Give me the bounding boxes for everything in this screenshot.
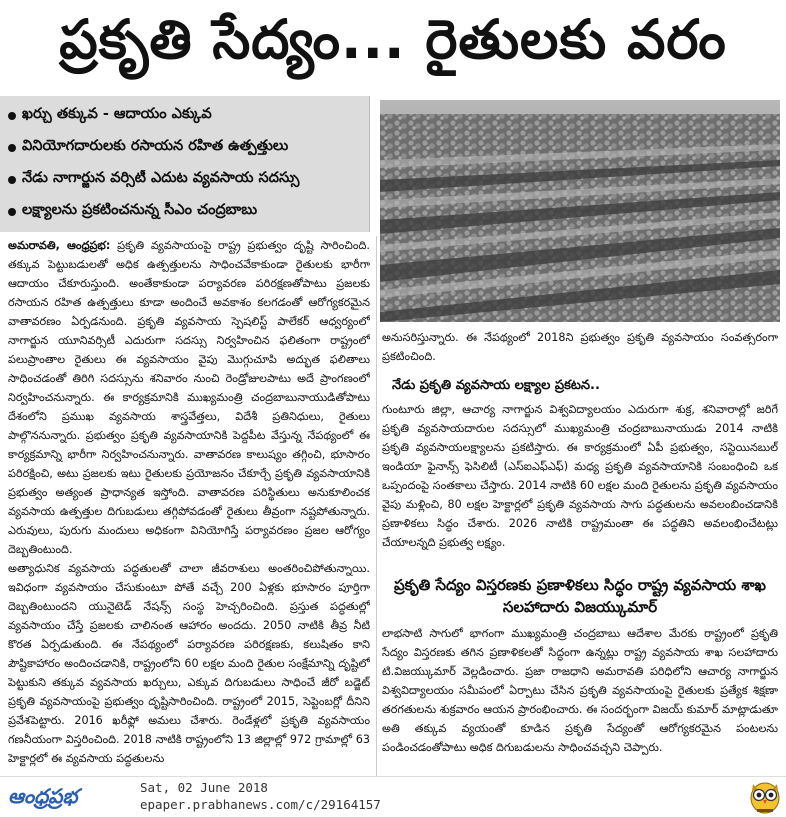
highlight-text: నేడు నాగార్జున వర్సిటీ ఎదుట వ్యవసాయ సదస్సు — [22, 170, 300, 186]
crop-field-image — [380, 100, 780, 322]
bullet-icon — [8, 176, 16, 184]
article-right-top: అనుసరిస్తున్నారు. ఈ నేపథ్యంలో 2018ని ప్రభుత్వం ప్రకృతి వ్యవసాయం సంవత్సరంగా ప్రకటించింది. — [382, 331, 778, 363]
epaper-url[interactable]: epaper.prabhanews.com/c/29164157 — [140, 797, 381, 812]
article-right-middle: గుంటూరు జిల్లా, ఆచార్య నాగార్జున విశ్వవిద్యాలయం ఎదురుగా శుక్ర, శనివారాల్లో జరిగే ప్రకృతి వ్యవసాయదారుల సదస్సులో ముఖ్యమంత్రి చంద్రబాబునాయుడు 2014 నాటికి ప్రకృతి వ్యవసాయలక్ష్యాలను ప్రకటిస్తారు. ఈ కార్యక్రమంలో ఏపీ ప్రభుత్వం, సస్టెయినబుల్ ఇండియా ఫైనాన్స్ ఫెసిలిటీ (ఎస్ఐఎఫ్ఎఫ్) మధ్య ప్రకృతి వ్యవసాయానికి సంబంధించి ఒక ఒప్పందంపై సంతకాలు చేస్తారు. 2014 నాటికి 60 లక్షల మంది రైతులను ప్రకృతి వ్యవసాయం వైపు మళ్లించి, 80 లక్షల హెక్టార్లలో ప్రకృతి వ్యవసాయ సాగు పద్ధతులను అవలంబించడానికి ప్రణాళికలు సిద్ధం చేశారు. 2026 నాటికి రాష్ట్రమంతా ఈ పద్ధతిని అవలంభించేటట్లు చేయాలన్నది ప్రభుత్వ లక్ష్యం. — [382, 403, 778, 549]
highlight-text: వినియోగదారులకు రసాయన రహిత ఉత్పత్తులు — [22, 138, 289, 154]
newspaper-logo: ఆంధ్రప్రభ — [8, 784, 78, 808]
column-divider — [376, 236, 377, 776]
highlight-item — [0, 138, 369, 158]
bullet-icon — [8, 112, 16, 120]
article-paragraph — [8, 236, 370, 559]
highlight-text: ఖర్చు తక్కువ - ఆదాయం ఎక్కువ — [22, 106, 212, 122]
highlight-item — [0, 106, 369, 126]
article-right-bottom: లాభసాటి సాగులో భాగంగా ముఖ్యమంత్రి చంద్రబాబు ఆదేశాల మేరకు రాష్ట్రంలో ప్రకృతి సేద్యం విస్తరణకు తగిన ప్రణాళికలతో సిద్ధంగా ఉన్నట్లు రాష్ట్ర వ్యవసాయ శాఖ సలహాదారు టి.విజయ్కుమార్ వెల్లడించారు. ప్రజా రాజధాని అమరావతి పరిధిలోని ఆచార్య నాగార్జున విశ్వవిద్యాలయం సమీపంలో ఏర్పాటు చేసిన ప్రకృతి వ్యవసాయంపై రైతులకు ప్రత్యేక శిక్షణా తరగతులను శుక్రవారం ఆయన ప్రారంభించారు. ఈ సందర్భంగా విజయ్ కుమార్ మాట్లాడుతూ అతి తక్కువ వ్యయంతో కూడిన ప్రకృతి సేద్యంతో ఆరోగ్యకరమైన పంటలను పండించడంతోపాటు అధిక దిగుబడులను సాధించవచ్చని చెప్పారు. — [382, 627, 778, 754]
crop-field-photo — [380, 100, 780, 322]
footer-bar — [0, 776, 786, 817]
highlight-item — [0, 170, 369, 190]
byline: అమరావతి, ఆంధ్రప్రభ: — [8, 239, 111, 252]
highlight-text: లక్ష్యాలను ప్రకటించనున్న సీఎం చంద్రబాబు — [22, 202, 258, 218]
paragraph-text: ప్రకృతి వ్యవసాయంపై రాష్ట్ర ప్రభుత్వం దృష్టి సారించింది. తక్కువ పెట్టుబడులతో అధిక ఉత్పత్తులను సాధించవేకాకుండా రైతులకు భారీగా ఆదాయం చేకూరుస్తుంది. అంతేకాకుండా పర్యావరణ పరిరక్షణతోపాటు ప్రజలకు రసాయన రహిత ఉత్పత్తులు కూడా అందించే అవకాశం కలగడంతో ఆరోగ్యకరమైన వాతావరణం ఏర్పడనుంది. ప్రకృతి వ్యవసాయ స్పెషలిస్ట్ పాలేకర్ ఆధ్వర్యంలో నాగార్జున యూనివర్సిటీ ఎదురుగా సదస్సు నిర్వహించిన ఫలితంగా రాష్ట్రంలో పలుప్రాంతాల రైతులు ఈ వ్యవసాయం వైపు మొగ్గుచూపి అద్భుత ఫలితాలు సాధించడంతో తిరిగి సదస్సును శనివారం నుంచి రెండ్రోజులపాటు అదే ప్రాంగణంలో నిర్వహించనున్నారు. ఈ కార్యక్రమానికి ముఖ్యమంత్రి చంద్రబాబునాయుడితోపాటు దేశంలోని ప్రముఖ వ్యవసాయ శాస్త్రవేత్తలు, విదేశీ ప్రతినిధులు, రైతులు పాల్గొననున్నారు. ప్రభుత్వం ప్రకృతి వ్యవసాయానికి పెద్దపీట వేస్తున్న నేపథ్యంలో ఈ కార్యక్రమాన్ని భారీగా నిర్వహించనున్నారు. వాతావరణ కాలుష్యం తగ్గించి, భూసారం పరిరక్షించి, అటు ప్రజలకు ఇటు రైతులకు ప్రయోజనం చేకూర్చే ప్రకృతి వ్యవసాయానికి ప్రభుత్వం అత్యంత ప్రాధాన్యత ఇస్తోంది. వాతావరణ పరిస్థితులు అనుకూలించక వ్యవసాయ ఉత్పత్తుల దిగుబడులు తగ్గిపోవడంతో రైతులు తీవ్రంగా నష్టపోతున్నారు. ఎరువులు, పురుగు మందులు అధికంగా వినియోగిస్తే పర్యావరణం ప్రజల ఆరోగ్యం దెబ్బతింటుంది. — [8, 239, 370, 556]
edition-date: Sat, 02 June 2018 — [140, 780, 268, 795]
highlights-box — [0, 96, 370, 232]
bullet-icon — [8, 208, 16, 216]
subheading-targets: నేడు ప్రకృతి వ్యవసాయ లక్ష్యాల ప్రకటన.. — [392, 378, 600, 393]
headline: ప్రకృతి సేద్యం... రైతులకు వరం — [59, 7, 727, 71]
article-paragraph: అత్యాధునిక వ్యవసాయ పద్ధతులతో చాలా జీవరాశులు అంతరించిపోతున్నాయి. ఇవిధంగా వ్యవసాయం చేసుకుంటూ పోతే వచ్చే 200 ఏళ్లకు భూసారం పూర్తిగా దెబ్బతింటుందని యునైటెడ్ నేషన్స్ సంస్థ హెచ్చరించింది. ప్రస్తుత పద్ధతుల్లో వ్యవసాయం చేస్తే ప్రజలకు చాలినంత ఆహారం అందదు. 2050 నాటికి తీవ్ర నీటి కొరత ఏర్పడుతుంది. ఈ నేపథ్యంలో పర్యావరణ పరిరక్షణకు, కలుషితం కాని పౌష్టికాహారం అందించడానికి, రాష్ట్రంలోని 60 లక్షల మంది రైతుల సంక్షేమాన్ని దృష్టిలో పెట్టుకుని తక్కువ వ్యవసాయ ఖర్చులు, ఎక్కువ దిగుబడులు సాధించే జీరో బడ్జెట్ ప్రకృతి వ్యవసాయంపై ప్రభుత్వం దృష్టిసారించింది. రాష్ట్రంలో 2015, సెప్టెంబర్లో దీనిని ప్రవేశపెట్టారు. 2016 ఖరీఫ్లో అమలు చేశారు. రెండేళ్లలో ప్రకృతి వ్యవసాయం గణనీయంగా విస్తరించింది. 2018 నాటికి రాష్ట్రంలోని 13 జిల్లాల్లో 972 గ్రామాల్లో 63 హెక్టార్లలో ఈ వ్యవసాయ పద్ధతులను — [8, 562, 370, 765]
subheading-plans: ప్రకృతి సేద్యం విస్తరణకు ప్రణాళికలు సిద్ధం రాష్ట్ర వ్యవసాయ శాఖ సలహాదారు విజయ్కుమార్ — [394, 576, 766, 616]
owl-mascot-icon — [748, 776, 782, 814]
highlight-item — [0, 202, 369, 222]
article-left-column — [8, 236, 370, 776]
bullet-icon — [8, 144, 16, 152]
